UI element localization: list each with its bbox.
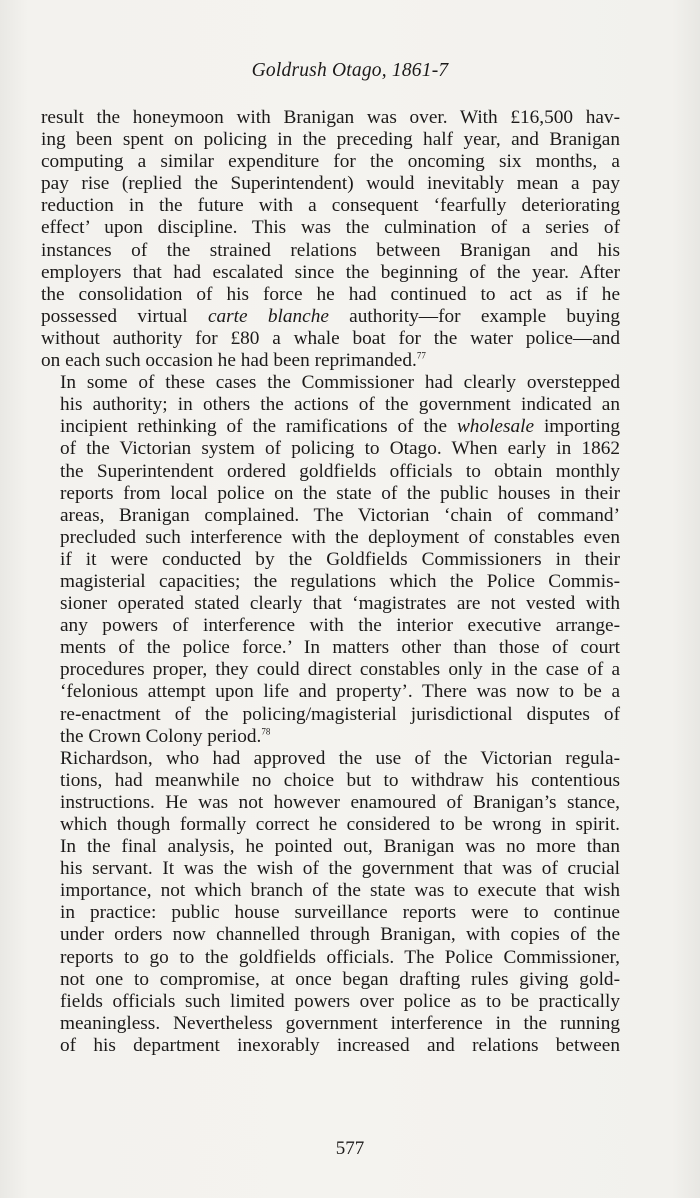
text-line: employers that had escalated since the beginning of the year. After — [41, 261, 620, 283]
text-line: under orders now channelled through Branigan, with copies of the — [60, 924, 620, 946]
text-line: In some of these cases the Commissioner had clearly overstepped — [60, 372, 620, 394]
text-line: instructions. He was not however enamoured of Branigan’s stance, — [60, 791, 620, 813]
text-line: fields officials such limited powers over police as to be practically — [60, 990, 620, 1012]
text-line: in practice: public house surveillance reports were to continue — [60, 902, 620, 924]
text-line: the consolidation of his force he had continued to act as if he — [41, 283, 620, 305]
text-line: In the final analysis, he pointed out, Branigan was no more than — [60, 836, 620, 858]
text-line: computing a similar expenditure for the oncoming six months, a — [41, 151, 620, 173]
text-line: meaningless. Nevertheless government interference in the running — [60, 1012, 620, 1034]
text-line-with-note — [41, 726, 620, 748]
text-line: the Superintendent ordered goldfields officials to obtain monthly — [60, 460, 620, 482]
text-line: procedures proper, they could direct constables only in the case of a — [60, 659, 620, 681]
text-line: precluded such interference with the deployment of constables even — [60, 526, 620, 548]
footnote-marker: 77 — [416, 350, 426, 361]
text-line: ments of the police force.’ In matters other than those of court — [60, 637, 620, 659]
text-line: re-enactment of the policing/magisterial jurisdictional disputes of — [60, 703, 620, 725]
page-number: 577 — [335, 1138, 365, 1159]
text-line: reports from local police on the state of the public houses in their — [60, 482, 620, 504]
text-line-with-note — [41, 350, 620, 372]
text-line: importance, not which branch of the state was to execute that wish — [60, 880, 620, 902]
text-line: sioner operated stated clearly that ‘magistrates are not vested with — [60, 593, 620, 615]
italic-term: wholesale — [456, 416, 535, 438]
text-line: magisterial capacities; the regulations which the Police Commis- — [60, 570, 620, 592]
paragraph-1 — [41, 107, 620, 372]
text-line: Richardson, who had approved the use of the Victorian regula- — [60, 747, 620, 769]
text-line: if it were conducted by the Goldfields Commissioners in their — [60, 548, 620, 570]
text-line: reports to go to the goldfields officials. The Police Commissioner, — [60, 946, 620, 968]
footnote-marker: 78 — [261, 726, 271, 737]
body-text — [41, 107, 620, 1057]
text-line: the Crown Colony period. — [60, 725, 262, 747]
text-line: instances of the strained relations between Branigan and his — [41, 239, 620, 261]
text-line: areas, Branigan complained. The Victorian ‘chain of command’ — [60, 504, 620, 526]
text-line: his authority; in others the actions of the government indicated an — [60, 394, 620, 416]
text-line: effect’ upon discipline. This was the culmination of a series of — [41, 217, 620, 239]
paragraph-2 — [41, 372, 620, 748]
text-line: possessed virtual carte blanche authority—for example buying — [41, 305, 620, 327]
italic-term: carte blanche — [207, 305, 329, 327]
text-line: on each such occasion he had been reprimanded. — [41, 350, 417, 372]
text-line: his servant. It was the wish of the government that was of crucial — [60, 858, 620, 880]
text-line: which though formally correct he considered to be wrong in spirit. — [60, 814, 620, 835]
text-line: any powers of interference with the interior executive arrange- — [60, 615, 620, 637]
text-line: incipient rethinking of the ramifications of the wholesale importing — [60, 416, 621, 438]
text-line: pay rise (replied the Superintendent) would inevitably mean a pay — [41, 173, 620, 195]
text-line: of his department inexorably increased and relations between — [60, 1034, 620, 1056]
running-head: Goldrush Otago, 1861-7 — [251, 60, 449, 81]
text-line: reduction in the future with a consequent ‘fearfully deteriorating — [41, 195, 620, 217]
text-line: ing been spent on policing in the preceding half year, and Branigan — [41, 129, 620, 151]
text-line: without authority for £80 a whale boat for the water police—and — [41, 327, 620, 349]
text-line: tions, had meanwhile no choice but to withdraw his contentious — [60, 769, 620, 791]
paragraph-3 — [41, 748, 620, 1057]
text-line: of the Victorian system of policing to Otago. When early in 1862 — [60, 438, 620, 460]
text-line: result the honeymoon with Branigan was over. With £16,500 hav- — [41, 107, 620, 128]
text-line: not one to compromise, at once began drafting rules giving gold- — [60, 968, 620, 990]
text-line: ‘felonious attempt upon life and property’. There was now to be a — [60, 681, 620, 703]
